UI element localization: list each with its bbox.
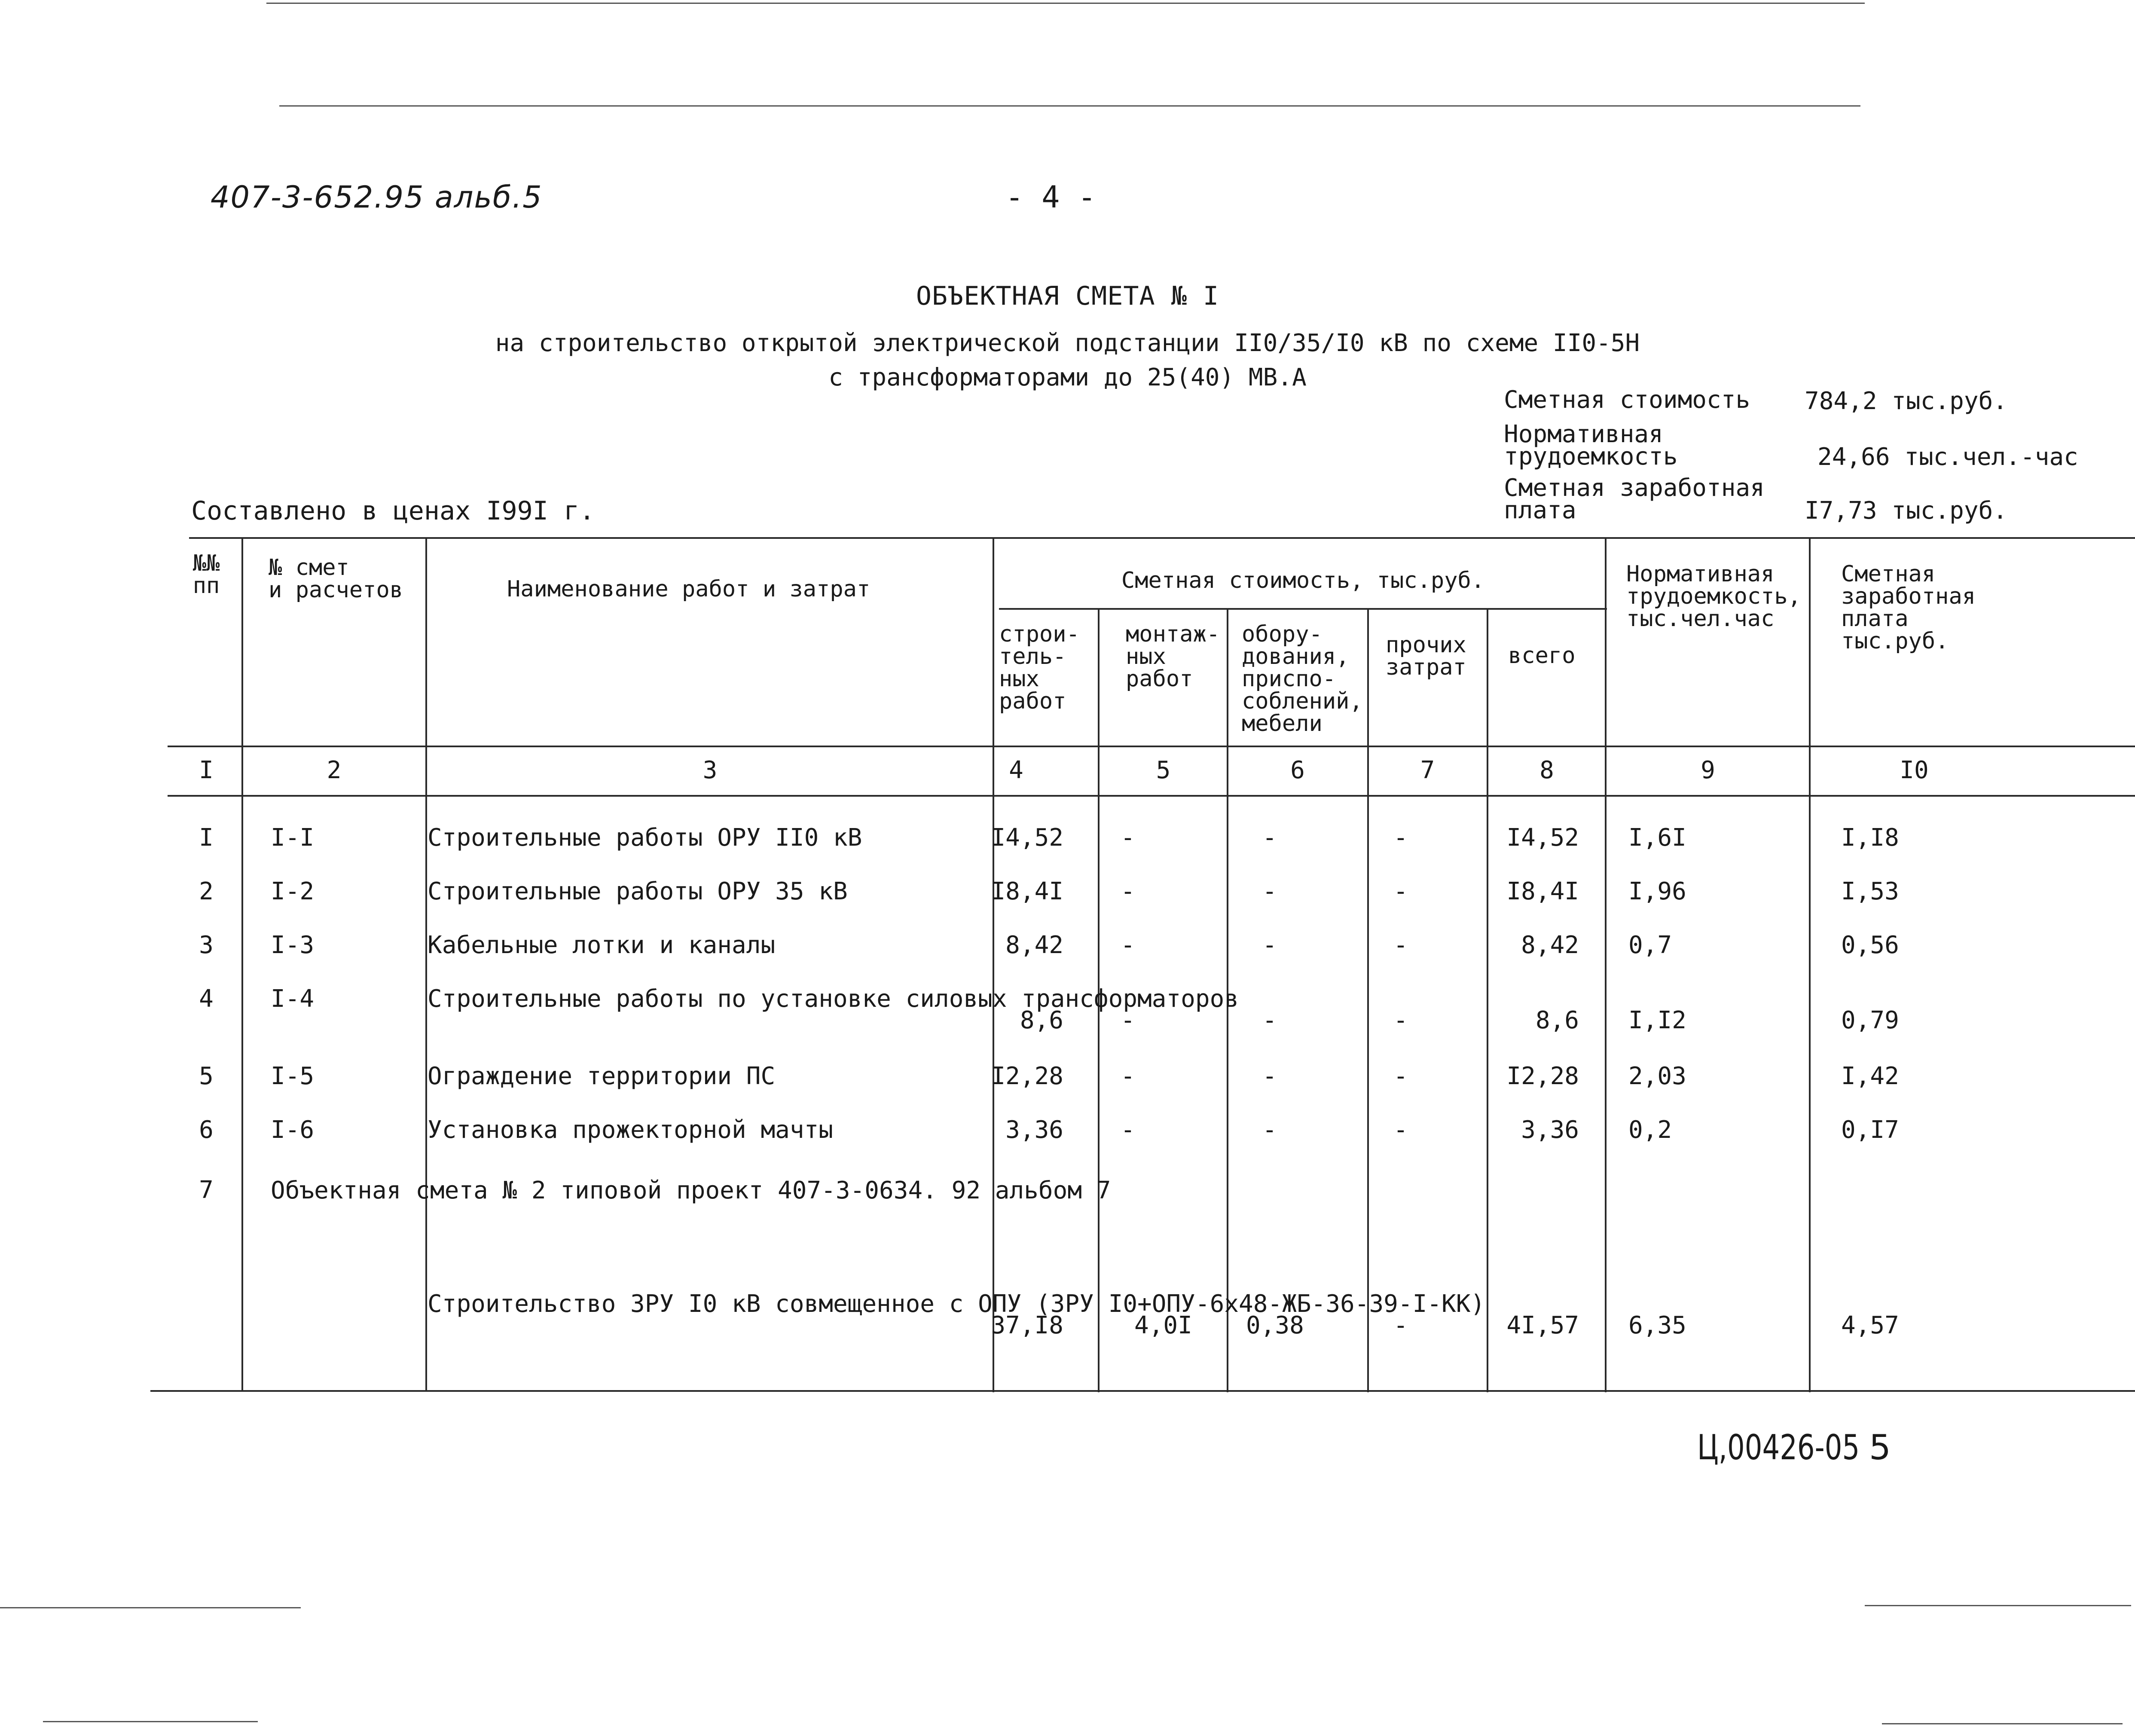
document-subtitle-line2: с трансформаторами до 25(40) МВ.А xyxy=(828,364,1307,391)
row-3-name: Кабельные лотки и каналы xyxy=(428,931,776,959)
colnum-7: 7 xyxy=(1420,756,1435,784)
header-total: всего xyxy=(1508,643,1576,669)
table-bottom-rule xyxy=(150,1390,2135,1392)
top-border-line xyxy=(266,3,1865,4)
col-border-9 xyxy=(1809,537,1811,1392)
row-3-code: I-3 xyxy=(271,931,315,959)
header-bottom-rule xyxy=(168,746,2135,747)
summary-cost-label: Сметная стоимость xyxy=(1504,386,1750,414)
row-6-construction: 3,36 xyxy=(1005,1116,1063,1144)
col-border-7 xyxy=(1487,608,1488,1392)
row-2-installation: - xyxy=(1121,877,1135,905)
row-6-total: 3,36 xyxy=(1521,1116,1579,1144)
row-1-total: I4,52 xyxy=(1506,824,1579,852)
cost-group-rule xyxy=(999,608,1607,610)
row-7-labor: 6,35 xyxy=(1628,1311,1686,1339)
row-5-code: I-5 xyxy=(271,1062,315,1090)
colnum-2: 2 xyxy=(327,756,342,784)
row-7-construction: 37,I8 xyxy=(991,1311,1063,1339)
row-3-wage: 0,56 xyxy=(1841,931,1899,959)
row-4-installation: - xyxy=(1121,1006,1135,1034)
row-6-labor: 0,2 xyxy=(1628,1116,1672,1144)
row-7-number: 7 xyxy=(199,1176,214,1204)
row-3-equipment: - xyxy=(1262,931,1277,959)
row-5-total: I2,28 xyxy=(1506,1062,1579,1090)
colnum-10: I0 xyxy=(1900,756,1929,784)
document-subtitle-line1: на строительство открытой электрической подстанции II0/35/I0 кВ по схеме II0-5Н xyxy=(495,329,1640,357)
row-1-installation: - xyxy=(1121,824,1135,852)
row-1-labor: I,6I xyxy=(1628,824,1686,852)
row-4-other: - xyxy=(1393,1006,1408,1034)
row-6-name: Установка прожекторной мачты xyxy=(428,1116,834,1144)
row-6-other: - xyxy=(1393,1116,1408,1144)
row-4-construction: 8,6 xyxy=(1020,1006,1063,1034)
archive-stamp-page: 5 xyxy=(1869,1427,1891,1467)
row-2-name: Строительные работы ОРУ 35 кВ xyxy=(428,877,848,905)
row-3-other: - xyxy=(1393,931,1408,959)
colnum-1: I xyxy=(199,756,214,784)
header-other-costs: прочих затрат xyxy=(1386,632,1466,680)
row-5-construction: I2,28 xyxy=(991,1062,1063,1090)
row-7-code: Объектная смета № 2 типовой проект 407-3-0634. 92 альбом 7 xyxy=(271,1177,1111,1204)
row-4-total: 8,6 xyxy=(1535,1006,1579,1034)
row-4-code: I-4 xyxy=(271,985,315,1013)
header-wage: Сметная заработная плата тыс.руб. xyxy=(1841,561,1976,654)
header-equipment: обору- дования, приспо- соблений, мебели xyxy=(1242,621,1363,737)
row-6-installation: - xyxy=(1121,1116,1135,1144)
row-4-name: Строительные работы по установке силовых трансформаторов xyxy=(428,985,1239,1013)
row-2-code: I-2 xyxy=(271,877,315,905)
row-2-equipment: - xyxy=(1262,877,1277,905)
summary-wage-value: I7,73 тыс.руб. xyxy=(1805,497,2008,525)
header-estimate-number: № смет и расчетов xyxy=(269,555,403,603)
row-5-number: 5 xyxy=(199,1062,214,1090)
colnum-bottom-rule xyxy=(168,795,2135,797)
header-border-line xyxy=(279,105,1860,107)
row-1-other: - xyxy=(1393,824,1408,852)
row-6-code: I-6 xyxy=(271,1116,315,1144)
row-1-code: I-I xyxy=(271,824,315,852)
archive-stamp: Ц,00426-05 xyxy=(1697,1427,1860,1467)
row-2-labor: I,96 xyxy=(1628,877,1686,905)
row-4-equipment: - xyxy=(1262,1006,1277,1034)
colnum-5: 5 xyxy=(1156,756,1171,784)
row-6-wage: 0,I7 xyxy=(1841,1116,1899,1144)
row-3-total: 8,42 xyxy=(1521,931,1579,959)
row-5-labor: 2,03 xyxy=(1628,1062,1686,1090)
header-row-number: №№ пп xyxy=(192,550,220,599)
row-4-number: 4 xyxy=(199,985,214,1013)
summary-wage-label: Сметная заработная плата xyxy=(1504,474,1765,524)
row-5-other: - xyxy=(1393,1062,1408,1090)
bottom-edge-line-left xyxy=(43,1721,258,1722)
col-border-3 xyxy=(993,537,994,1392)
summary-labor-value: 24,66 тыс.чел.-час xyxy=(1817,443,2078,471)
row-7-total: 4I,57 xyxy=(1506,1311,1579,1339)
row-3-labor: 0,7 xyxy=(1628,931,1672,959)
header-installation-works: монтаж- ных работ xyxy=(1126,621,1220,692)
bottom-border-line-right xyxy=(1865,1605,2131,1606)
row-6-number: 6 xyxy=(199,1116,214,1144)
row-1-name: Строительные работы ОРУ II0 кВ xyxy=(428,824,862,852)
row-3-number: 3 xyxy=(199,931,214,959)
colnum-3: 3 xyxy=(703,756,718,784)
colnum-8: 8 xyxy=(1539,756,1554,784)
row-2-number: 2 xyxy=(199,877,214,905)
header-labor-intensity: Нормативная трудоемкость, тыс.чел.час xyxy=(1626,561,1801,632)
summary-labor-label: Нормативная трудоемкость xyxy=(1504,420,1678,471)
row-7-other: - xyxy=(1393,1311,1408,1339)
header-work-name: Наименование работ и затрат xyxy=(507,576,870,602)
row-7-equipment: 0,38 xyxy=(1246,1311,1304,1339)
col-border-8 xyxy=(1605,537,1607,1392)
row-2-total: I8,4I xyxy=(1506,877,1579,905)
header-construction-works: строи- тель- ных работ xyxy=(999,621,1080,714)
col-border-6 xyxy=(1367,608,1369,1392)
row-3-installation: - xyxy=(1121,931,1135,959)
colnum-9: 9 xyxy=(1701,756,1715,784)
row-7-installation: 4,0I xyxy=(1134,1311,1192,1339)
row-4-wage: 0,79 xyxy=(1841,1006,1899,1034)
row-3-construction: 8,42 xyxy=(1005,931,1063,959)
colnum-6: 6 xyxy=(1290,756,1305,784)
row-2-construction: I8,4I xyxy=(991,877,1063,905)
document-code: 407-3-652.95 альб.5 xyxy=(211,180,543,215)
row-5-wage: I,42 xyxy=(1841,1062,1899,1090)
prices-note: Составлено в ценах I99I г. xyxy=(191,496,595,526)
row-7-wage: 4,57 xyxy=(1841,1311,1899,1339)
bottom-border-line-left xyxy=(0,1607,301,1608)
row-5-name: Ограждение территории ПС xyxy=(428,1062,776,1090)
row-5-equipment: - xyxy=(1262,1062,1277,1090)
page-number: - 4 - xyxy=(1005,180,1096,215)
row-1-number: I xyxy=(199,824,214,852)
row-4-labor: I,I2 xyxy=(1628,1006,1686,1034)
row-7-name: Строительство ЗРУ I0 кВ совмещенное с ОПУ (ЗРУ I0+ОПУ-6х48-ЖБ-36-39-I-КК) xyxy=(428,1290,1485,1318)
row-1-construction: I4,52 xyxy=(991,824,1063,852)
row-5-installation: - xyxy=(1121,1062,1135,1090)
col-border-2 xyxy=(425,537,427,1390)
document-title: ОБЪЕКТНАЯ СМЕТА № I xyxy=(916,281,1219,311)
colnum-4: 4 xyxy=(1009,756,1023,784)
summary-cost-value: 784,2 тыс.руб. xyxy=(1805,387,2008,415)
col-border-1 xyxy=(241,537,243,1390)
row-2-wage: I,53 xyxy=(1841,877,1899,905)
row-1-wage: I,I8 xyxy=(1841,824,1899,852)
table-top-rule xyxy=(189,537,2135,539)
bottom-edge-line-right xyxy=(1882,1723,2123,1724)
header-cost-group: Сметная стоимость, тыс.руб. xyxy=(1121,568,1485,593)
row-2-other: - xyxy=(1393,877,1408,905)
row-1-equipment: - xyxy=(1262,824,1277,852)
row-6-equipment: - xyxy=(1262,1116,1277,1144)
